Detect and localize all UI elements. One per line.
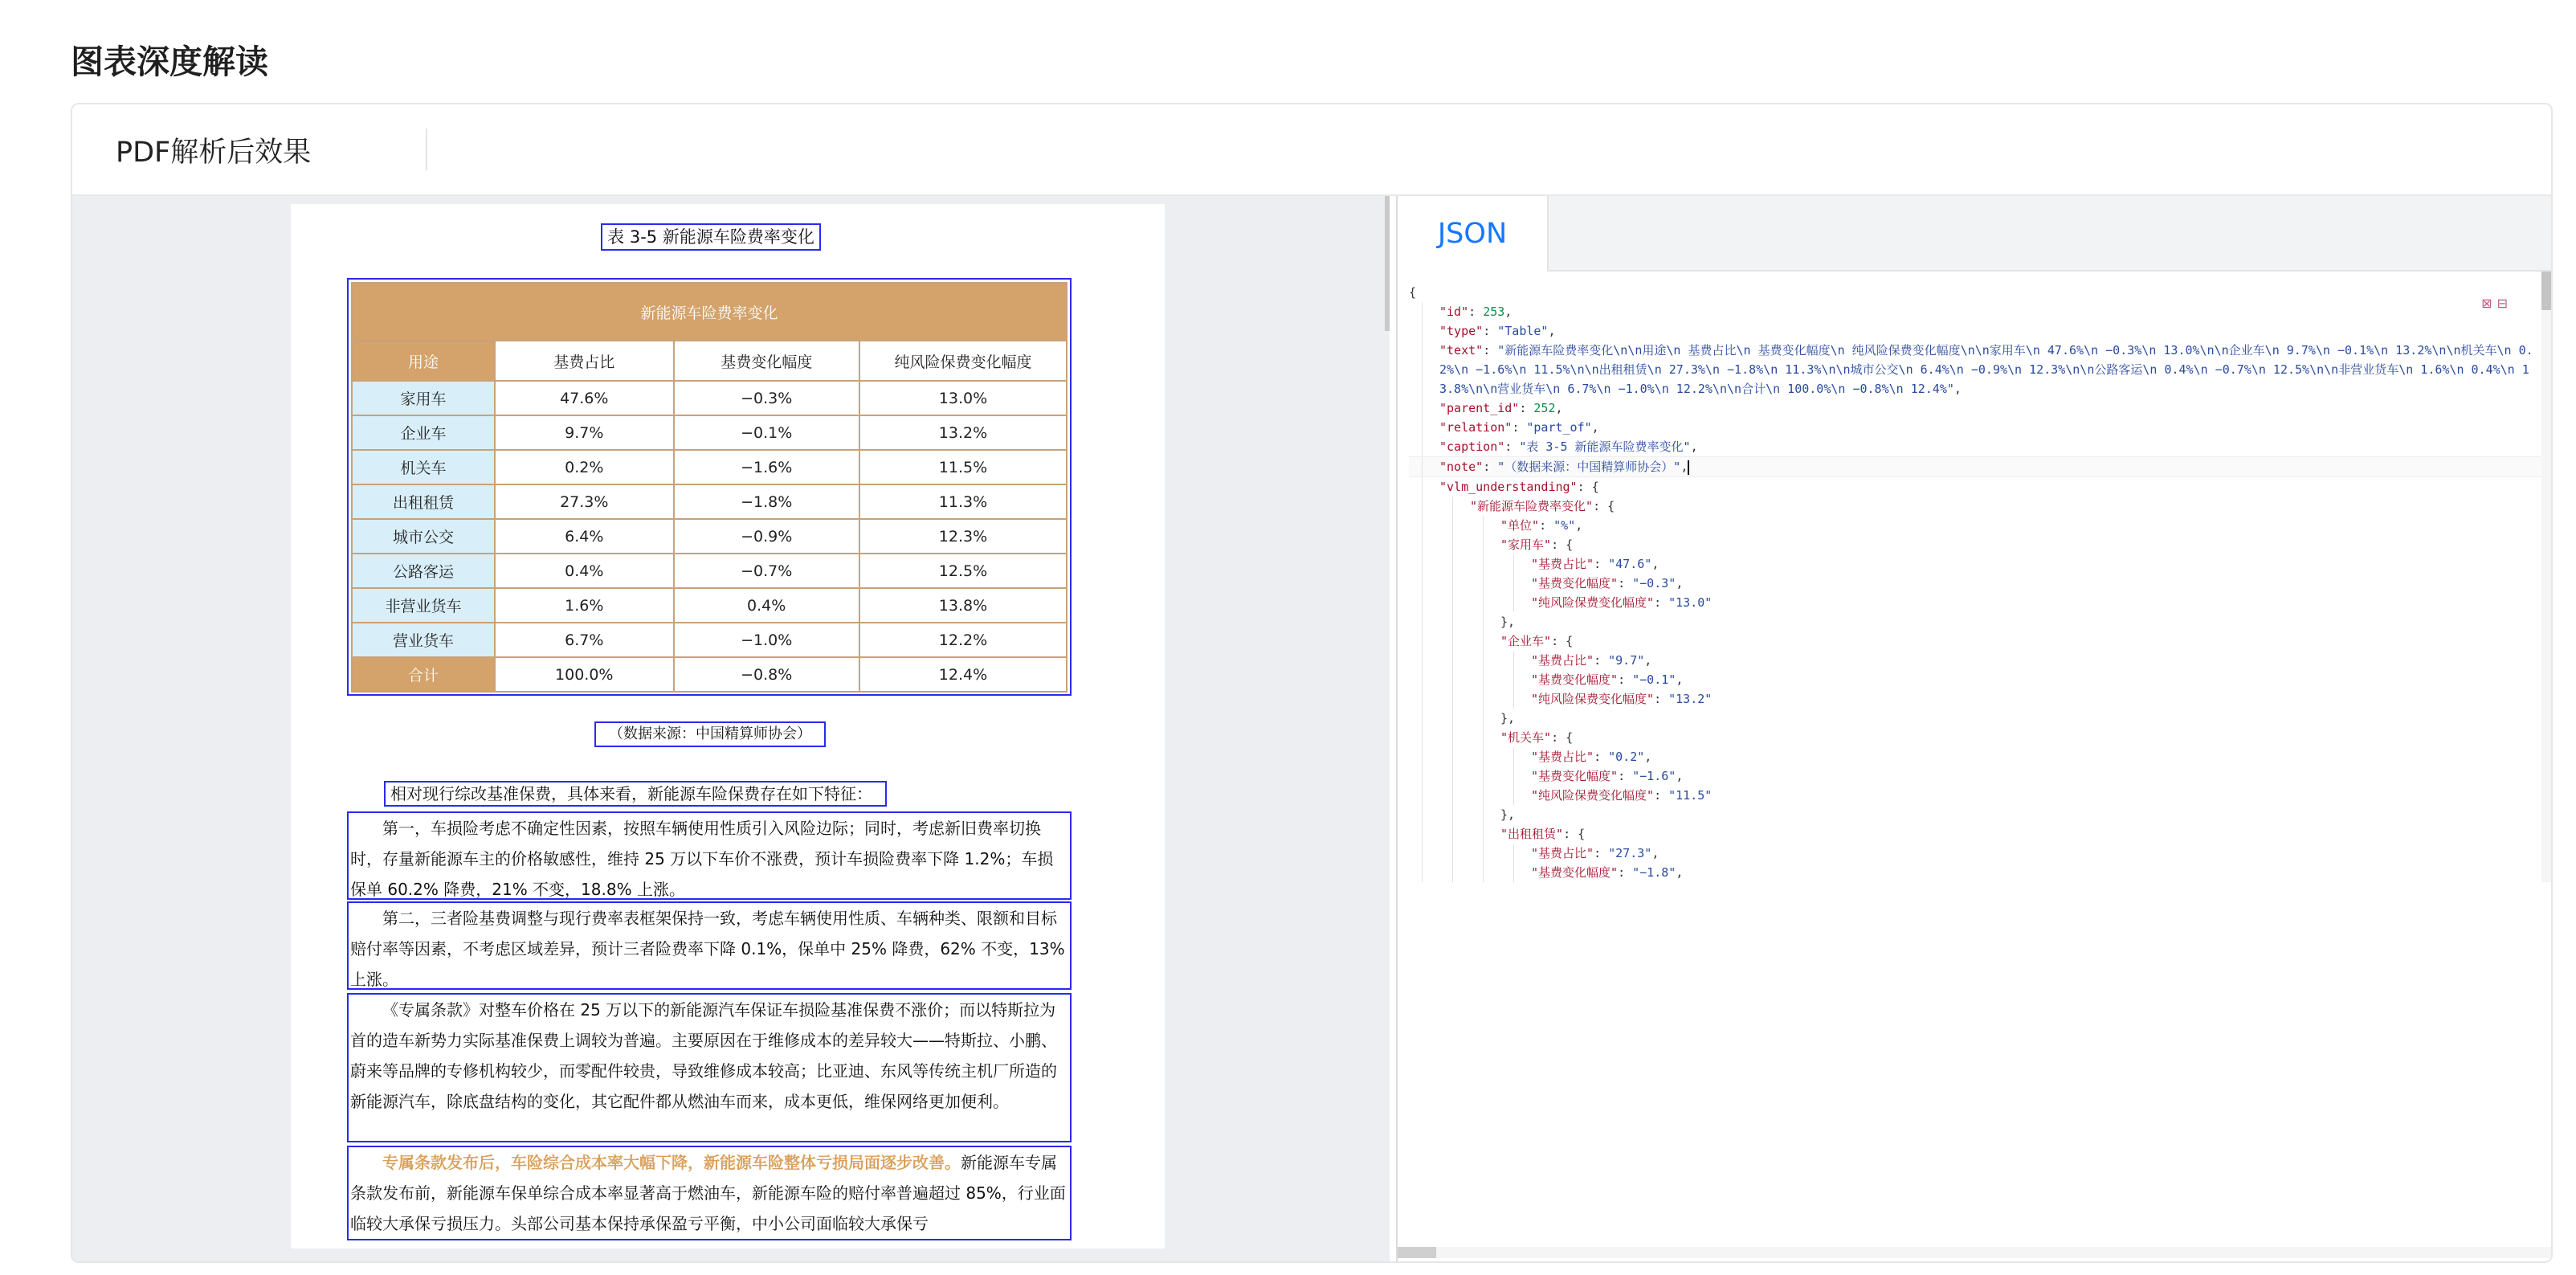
json-value: "%": [1553, 518, 1576, 533]
table-row: [352, 554, 1067, 588]
code-line: [1409, 516, 2541, 535]
json-key: "纯风险保费变化幅度": [1531, 788, 1655, 803]
json-punctuation: : {: [1577, 480, 1599, 494]
table-title: 新能源车险费率变化: [352, 283, 1067, 341]
json-punctuation: : {: [1551, 634, 1574, 648]
table-header-cell: 纯风险保费变化幅度: [859, 341, 1067, 381]
indent-guide: [1452, 651, 1453, 670]
json-punctuation: :: [1539, 518, 1554, 533]
table-row-label: 城市公交: [352, 519, 495, 554]
json-key: "企业车": [1500, 634, 1552, 648]
indent-guide: [1452, 863, 1453, 882]
indent-guide: [1452, 824, 1453, 844]
indent-guide: [1422, 728, 1423, 747]
code-line: [1409, 497, 2541, 516]
indent-guide: [1422, 554, 1423, 574]
indent-guide: [1483, 516, 1484, 535]
json-key: "单位": [1500, 518, 1540, 533]
indent-guide: [1422, 786, 1423, 805]
collapse-icon[interactable]: ⊟: [2496, 296, 2513, 311]
json-punctuation: ,: [1548, 324, 1556, 338]
indent-guide: [1422, 766, 1423, 786]
json-punctuation: :: [1654, 692, 1669, 706]
indent-guide: [1513, 593, 1514, 612]
code-line: [1409, 535, 2541, 554]
table-cell: 13.8%: [859, 588, 1067, 623]
json-value: "11.5": [1668, 788, 1713, 803]
table-cell: 11.5%: [859, 450, 1067, 484]
table-row-label: 非营业货车: [352, 588, 495, 623]
json-punctuation: :: [1519, 401, 1534, 415]
table-cell: 11.3%: [859, 484, 1067, 519]
json-pane: [1396, 196, 2553, 1261]
json-punctuation: :: [1594, 653, 1609, 668]
paragraph-rest: 新能源车专属条款发布前，新能源车保单综合成本率显著高于燃油车，新能源车险的赔付率普遍超过 85%，行业面临较大承保亏损压力。头部公司基本保持承保盈亏平衡，中小公司面临较大承保亏: [350, 1153, 1066, 1233]
code-line: [1409, 612, 2541, 631]
json-key: "基费占比": [1531, 846, 1594, 860]
indent-guide: [1483, 593, 1484, 612]
code-line: [1409, 593, 2541, 612]
json-punctuation: : {: [1563, 827, 1586, 841]
json-key: "基费占比": [1531, 750, 1594, 764]
json-punctuation: :: [1618, 865, 1633, 880]
indent-guide: [1513, 689, 1514, 709]
json-value: "part_of": [1526, 420, 1592, 435]
table-cell: −0.7%: [674, 554, 859, 588]
table-cell: 6.4%: [495, 519, 674, 554]
table-row: [352, 381, 1067, 415]
horizontal-scroll-thumb[interactable]: [1398, 1247, 1436, 1258]
table-note-block[interactable]: （数据来源：中国精算师协会）: [594, 721, 826, 747]
code-line: [1409, 844, 2541, 863]
indent-guide: [1452, 689, 1453, 709]
indent-guide: [1483, 824, 1484, 844]
json-key: "基费变化幅度": [1531, 672, 1619, 687]
json-key: "type": [1439, 324, 1484, 338]
code-line: [1409, 437, 2541, 456]
indent-guide: [1483, 554, 1484, 574]
table-cell: 47.6%: [495, 381, 674, 415]
code-line: [1409, 651, 2541, 670]
json-key: "note": [1439, 460, 1484, 474]
indent-guide: [1483, 651, 1484, 670]
code-line: [1409, 824, 2541, 844]
table-cell: −0.8%: [674, 657, 859, 692]
json-punctuation: :: [1594, 557, 1609, 571]
page-title: 图表深度解读: [71, 43, 268, 81]
json-punctuation: :: [1512, 420, 1527, 435]
code-line: [1409, 574, 2541, 593]
json-punctuation: : {: [1551, 730, 1574, 745]
json-punctuation: :: [1468, 304, 1484, 319]
json-key: "基费变化幅度": [1531, 576, 1619, 591]
indent-guide: [1513, 574, 1514, 593]
code-line: [1409, 728, 2541, 747]
indent-guide: [1422, 844, 1423, 863]
indent-guide: [1452, 612, 1453, 631]
json-punctuation: :: [1618, 672, 1633, 687]
tab-bar: [1398, 196, 2553, 272]
json-punctuation: ,: [1676, 769, 1684, 783]
table-cell: 0.2%: [495, 450, 674, 484]
indent-guide: [1483, 844, 1484, 863]
table-row-label: 企业车: [352, 415, 495, 450]
json-key: "caption": [1439, 439, 1505, 454]
json-key: "出租租赁": [1500, 827, 1564, 841]
indent-guide: [1483, 766, 1484, 786]
json-value: "Table": [1497, 324, 1549, 338]
json-code-editor[interactable]: [1398, 272, 2541, 882]
result-card: [71, 103, 2553, 1263]
table-cell: −1.0%: [674, 623, 859, 657]
table-row-label: 公路客运: [352, 554, 495, 588]
json-punctuation: ,: [1504, 304, 1513, 319]
code-line: [1409, 747, 2541, 766]
json-key: "基费变化幅度": [1531, 769, 1619, 783]
json-punctuation: :: [1594, 846, 1609, 860]
indent-guide: [1422, 321, 1423, 341]
indent-guide: [1422, 824, 1423, 844]
code-line: [1409, 805, 2541, 824]
json-punctuation: ,: [1953, 382, 1962, 396]
json-value: 253: [1483, 304, 1505, 319]
indent-guide: [1452, 516, 1453, 535]
indent-guide: [1422, 302, 1423, 321]
table-cell: 27.3%: [495, 484, 674, 519]
indent-guide: [1452, 844, 1453, 863]
pane-splitter-handle[interactable]: [1385, 196, 1390, 331]
code-line: [1409, 766, 2541, 786]
indent-guide: [1452, 535, 1453, 554]
table-header-cell: 用途: [352, 341, 495, 381]
json-key: "relation": [1439, 420, 1513, 435]
paragraph-block-4[interactable]: [347, 1146, 1072, 1240]
table-cell: 0.4%: [495, 554, 674, 588]
indent-guide: [1422, 341, 1423, 398]
paragraph-block-1[interactable]: 第一，车损险考虑不确定性因素，按照车辆使用性质引入风险边际；同时，考虑新旧费率切换时，存量新能源车主的价格敏感性，维持 25 万以下车价不涨费，预计车损险费率下降 1.2%；车损保单 60.2% 降费，21% 不变，18.8% 上涨。: [347, 811, 1072, 900]
table-header-cell: 基费占比: [495, 341, 674, 381]
table-row-label: 营业货车: [352, 623, 495, 657]
table-cell: 100.0%: [495, 657, 674, 692]
vertical-scroll-thumb[interactable]: [2541, 272, 2553, 310]
json-value: "表 3-5 新能源车险费率变化": [1519, 439, 1691, 454]
json-key: "parent_id": [1439, 401, 1520, 415]
table-row-label: 机关车: [352, 450, 495, 484]
json-punctuation: ,: [1676, 576, 1684, 591]
indent-guide: [1422, 398, 1423, 418]
indent-guide: [1422, 516, 1423, 535]
intro-text-block[interactable]: 相对现行综改基准保费，具体来看，新能源车险保费存在如下特征：: [384, 781, 887, 807]
json-punctuation: : {: [1551, 537, 1574, 552]
code-line: [1409, 456, 2541, 477]
code-line: [1409, 341, 2541, 398]
json-value: "−0.3": [1632, 576, 1676, 591]
card-header-title: PDF解析后效果: [116, 137, 312, 169]
table-row-label: 家用车: [352, 381, 495, 415]
code-line: [1409, 477, 2541, 497]
indent-guide: [1422, 535, 1423, 554]
table-row: [352, 415, 1067, 450]
code-line: [1409, 670, 2541, 689]
json-value: "−0.1": [1632, 672, 1676, 687]
indent-guide: [1452, 747, 1453, 766]
indent-guide: [1422, 709, 1423, 728]
code-line: [1409, 302, 2541, 321]
indent-guide: [1483, 631, 1484, 651]
table-cell: 13.2%: [859, 415, 1067, 450]
indent-guide: [1422, 574, 1423, 593]
json-key: "基费变化幅度": [1531, 865, 1619, 880]
json-value: "−1.8": [1632, 865, 1676, 880]
expand-icon[interactable]: ⊠: [2481, 296, 2497, 311]
code-line: [1409, 631, 2541, 651]
table-row-label: 合计: [352, 657, 495, 692]
indent-guide: [1483, 728, 1484, 747]
indent-guide: [1452, 631, 1453, 651]
indent-guide: [1513, 670, 1514, 689]
insurance-rate-table: [351, 282, 1068, 693]
table-title-row: [352, 283, 1067, 341]
text-cursor: [1688, 460, 1689, 475]
indent-guide: [1452, 728, 1453, 747]
indent-guide: [1483, 612, 1484, 631]
json-punctuation: },: [1500, 711, 1516, 725]
header-divider: [426, 129, 427, 170]
table-row: [352, 623, 1067, 657]
json-punctuation: :: [1483, 324, 1498, 338]
code-line: [1409, 709, 2541, 728]
json-punctuation: :: [1618, 576, 1633, 591]
indent-guide: [1483, 709, 1484, 728]
table-header-cell: 基费变化幅度: [674, 341, 859, 381]
json-punctuation: ,: [1555, 401, 1563, 415]
vertical-scrollbar[interactable]: [2541, 272, 2553, 882]
table-header-row: [352, 341, 1067, 381]
json-value: "47.6": [1608, 557, 1652, 571]
table-row: [352, 484, 1067, 519]
json-key: "新能源车险费率变化": [1470, 499, 1594, 513]
paragraph-block-2[interactable]: 第二，三者险基费调整与现行费率表框架保持一致，考虑车辆使用性质、车辆种类、限额和目标赔付率等因素，不考虑区域差异，预计三者险费率下降 0.1%，保单中 25% 降费，62% 不变，13% 上涨。: [347, 901, 1072, 990]
table-caption-block[interactable]: 表 3-5 新能源车险费率变化: [601, 223, 821, 251]
json-value: "（数据来源：中国精算师协会）": [1497, 460, 1681, 474]
table-cell: 1.6%: [495, 588, 674, 623]
code-line: [1409, 321, 2541, 341]
code-line: [1409, 398, 2541, 418]
indent-guide: [1452, 786, 1453, 805]
table-cell: 12.2%: [859, 623, 1067, 657]
indent-guide: [1483, 786, 1484, 805]
indent-guide: [1422, 805, 1423, 824]
table-cell: 12.4%: [859, 657, 1067, 692]
json-punctuation: ,: [1676, 672, 1684, 687]
json-key: "机关车": [1500, 730, 1552, 745]
indent-guide: [1483, 689, 1484, 709]
json-punctuation: :: [1483, 460, 1498, 474]
json-key: "vlm_understanding": [1439, 480, 1578, 494]
indent-guide: [1422, 670, 1423, 689]
json-punctuation: },: [1500, 615, 1516, 629]
json-punctuation: },: [1500, 807, 1516, 822]
table-cell: −0.9%: [674, 519, 859, 554]
indent-guide: [1422, 593, 1423, 612]
json-punctuation: :: [1654, 788, 1669, 803]
code-line: [1409, 689, 2541, 709]
json-key: "id": [1439, 304, 1469, 319]
code-line: [1409, 418, 2541, 437]
json-key: "纯风险保费变化幅度": [1531, 595, 1655, 610]
code-line: [1409, 554, 2541, 574]
table-row: [352, 519, 1067, 554]
json-value: 252: [1533, 401, 1556, 415]
table-cell: 12.5%: [859, 554, 1067, 588]
json-punctuation: ,: [1575, 518, 1583, 533]
code-line: [1409, 283, 2541, 302]
json-punctuation: :: [1594, 750, 1609, 764]
paragraph-block-3[interactable]: 《专属条款》对整车价格在 25 万以下的新能源汽车保证车损险基准保费不涨价；而以特斯拉为首的造车新势力实际基准保费上调较为普遍。主要原因在于维修成本的差异较大——特斯拉、小鹏、蔚来等品牌的专修机构较少，而零配件较贵，导致维修成本较高；比亚迪、东风等传统主机厂所造的新能源汽车，除底盘结构的变化，其它配件都从燃油车而来，成本更低，维保网络更加便利。: [347, 993, 1072, 1142]
table-cell: 9.7%: [495, 415, 674, 450]
json-value: "0.2": [1608, 750, 1645, 764]
json-key: "纯风险保费变化幅度": [1531, 692, 1655, 706]
indent-guide: [1422, 477, 1423, 497]
indent-guide: [1483, 670, 1484, 689]
json-punctuation: ,: [1644, 750, 1652, 764]
json-punctuation: ,: [1651, 846, 1659, 860]
indent-guide: [1513, 554, 1514, 574]
json-value: "27.3": [1608, 846, 1652, 860]
indent-guide: [1452, 766, 1453, 786]
table-cell: 12.3%: [859, 519, 1067, 554]
indent-guide: [1422, 651, 1423, 670]
table-row: [352, 588, 1067, 623]
table-cell: 6.7%: [495, 623, 674, 657]
pdf-preview-pane[interactable]: [72, 196, 1390, 1261]
indent-guide: [1483, 747, 1484, 766]
indent-guide: [1422, 457, 1423, 476]
json-key: "基费占比": [1531, 653, 1594, 668]
json-punctuation: :: [1618, 769, 1633, 783]
paragraph-highlight: 专属条款发布后，车险综合成本率大幅下降，新能源车险整体亏损局面逐步改善。: [382, 1153, 961, 1172]
indent-guide: [1422, 612, 1423, 631]
json-punctuation: ,: [1651, 557, 1659, 571]
indent-guide: [1422, 689, 1423, 709]
json-key: "基费占比": [1531, 557, 1594, 571]
table-cell: −1.8%: [674, 484, 859, 519]
indent-guide: [1422, 437, 1423, 456]
table-cell: 13.0%: [859, 381, 1067, 415]
indent-guide: [1513, 747, 1514, 766]
json-code: [1398, 272, 2541, 882]
indent-guide: [1483, 535, 1484, 554]
table-cell: −0.1%: [674, 415, 859, 450]
json-punctuation: ,: [1591, 420, 1599, 435]
indent-guide: [1422, 747, 1423, 766]
table-cell: −0.3%: [674, 381, 859, 415]
indent-guide: [1513, 863, 1514, 882]
json-punctuation: :: [1654, 595, 1669, 610]
json-key: "家用车": [1500, 537, 1552, 552]
indent-guide: [1513, 786, 1514, 805]
indent-guide: [1452, 593, 1453, 612]
table-row-label: 出租租赁: [352, 484, 495, 519]
pdf-page: [291, 204, 1165, 1248]
json-punctuation: ,: [1644, 653, 1652, 668]
indent-guide: [1483, 805, 1484, 824]
card-body: [72, 196, 2551, 1261]
json-punctuation: ,: [1676, 865, 1684, 880]
indent-guide: [1452, 497, 1453, 516]
horizontal-scrollbar[interactable]: [1398, 1247, 2553, 1258]
json-key: "text": [1439, 343, 1484, 358]
indent-guide: [1422, 418, 1423, 437]
json-punctuation: : {: [1593, 499, 1615, 513]
table-block[interactable]: [347, 278, 1072, 696]
indent-guide: [1422, 863, 1423, 882]
table-cell: 0.4%: [674, 588, 859, 623]
indent-guide: [1483, 574, 1484, 593]
json-punctuation: :: [1504, 439, 1520, 454]
indent-guide: [1452, 574, 1453, 593]
indent-guide: [1452, 670, 1453, 689]
json-value: "13.0": [1668, 595, 1713, 610]
table-row: [352, 657, 1067, 692]
json-punctuation: ,: [1680, 460, 1688, 474]
json-value: "13.2": [1668, 692, 1713, 706]
indent-guide: [1452, 709, 1453, 728]
indent-guide: [1422, 631, 1423, 651]
json-value: "9.7": [1608, 653, 1645, 668]
indent-guide: [1452, 554, 1453, 574]
indent-guide: [1483, 863, 1484, 882]
table-cell: −1.6%: [674, 450, 859, 484]
indent-guide: [1452, 805, 1453, 824]
json-value: "−1.6": [1632, 769, 1676, 783]
indent-guide: [1513, 766, 1514, 786]
json-value: "新能源车险费率变化\n\n用途\n 基费占比\n 基费变化幅度\n 纯风险保费变化幅度\n\n家用车\n 47.6%\n −0.3%\n 13.0%\n\n企业车\n 9.7%\n −0.1%\n 13.2%\n\n机关车\n 0.2%\n −1.6%\n 11.5%\n\n出租租赁\n 27.3%\n −1.8%\n 11.3%\n\n城市公交\n 6.4%\n −0.9%\n 12.3%\n\n公路客运\n 0.4%\n −0.7%\n 12.5%\n\n非营业货车\n 1.6%\n 0.4%\n 13.8%\n\n营业货车\n 6.7%\n −1.0%\n 12.2%\n\n合计\n 100.0%\n −0.8%\n 12.4%": [1439, 343, 2533, 396]
json-punctuation: :: [1483, 343, 1498, 358]
json-punctuation: {: [1409, 285, 1417, 300]
card-header: [72, 104, 2551, 196]
indent-guide: [1513, 651, 1514, 670]
json-punctuation: ,: [1690, 439, 1698, 454]
indent-guide: [1513, 844, 1514, 863]
tab-json[interactable]: JSON: [1398, 196, 1549, 272]
table-row: [352, 450, 1067, 484]
indent-guide: [1422, 497, 1423, 516]
code-line: [1409, 863, 2541, 882]
code-line: [1409, 786, 2541, 805]
